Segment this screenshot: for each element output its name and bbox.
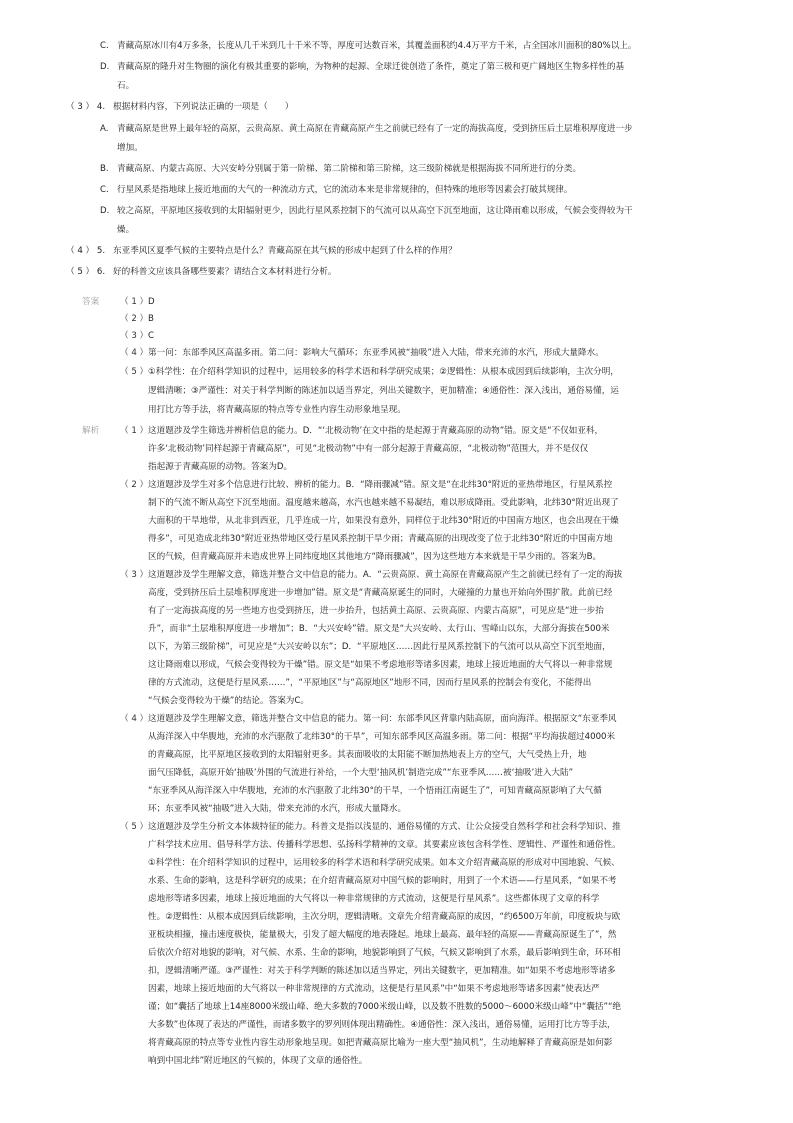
analysis-2-line: 制下的气流不断从高空下沉至地面。温度越来越高，水汽也越来越不易凝结，难以形成降雨。受此影响，北纬30°附近出现了 — [148, 498, 619, 508]
analysis-1-line: 许多‘北极动物’同样起源于青藏高原”，可见“北极动物”中有一部分起源于青藏高原，“北极动物”范围大，并不是仅仅 — [148, 444, 589, 454]
analysis-4-number: （ 4 ） — [120, 714, 149, 724]
q4-option-d-text-1: 较之高原，平原地区接收到的太阳辐射更少，因此行星风系控制下的气流可以从高空下沉至地面，这让降雨难以形成，气候会变得较为干 — [117, 206, 633, 216]
analysis-5-line: 性。②逻辑性：从根本成因到后续影响，主次分明，逻辑清晰。文章先介绍青藏高原的成因，“约6500万年前，印度板块与欧 — [148, 912, 621, 922]
q4-option-b-label: B. — [100, 164, 109, 174]
answer-1-number: （ 1 ） — [120, 297, 149, 307]
option-d-text-2: 石。 — [117, 81, 135, 91]
analysis-3-number: （ 3 ） — [120, 570, 149, 580]
question-5-stem: 东亚季风区夏季气候的主要特点是什么？青藏高原在其气候的形成中起到了什么样的作用？ — [113, 246, 457, 256]
analysis-5-line: 广科学技术应用、倡导科学方法、传播科学思想、弘扬科学精神的文章。其要素应该包含科学性、逻辑性、严谨性和通俗性。 — [148, 840, 621, 850]
analysis-5-line: 响到中国北纬”附近地区的气候的，体现了文章的通俗性。 — [148, 1056, 368, 1066]
analysis-3-line: 以下，为第三级阶梯”，可见应是“大兴安岭以东”；D．“平原地区……因此行星风系控制下的气流可以从高空下沉至地面， — [148, 642, 611, 652]
answer-5-number: （ 5 ） — [120, 367, 149, 377]
analysis-5-line: 虑地形等诸多因素，地球上接近地面的大气将以一种非常规律的方式流动，这便是行星风系”。这些都体现了文章的科学 — [148, 894, 600, 904]
analysis-4-line: “东亚季风从海洋深入中华腹地，充沛的水汽驱散了北纬30°的干旱，一个悟雨江南诞生了”，可知青藏高原影响了大气循 — [148, 786, 602, 796]
answer-3-text: C — [148, 331, 155, 341]
q4-option-a-text-1: 青藏高原是世界上最年轻的高原，云贵高原、黄土高原在青藏高原产生之前就已经有了一定的海拔高度，受到挤压后土层堆积厚度进一步 — [117, 124, 633, 134]
answer-2-number: （ 2 ） — [120, 314, 149, 324]
analysis-3-line: 这道题涉及学生理解文意，筛选并整合文中信息的能力。A．“云贵高原、黄土高原在青藏高原产生之前就已经有了一定的海拔 — [148, 570, 623, 580]
answer-5-text-1: ①科学性：在介绍科学知识的过程中，运用较多的科学术语和科学研究成果；②逻辑性：从根本成因到后续影响，主次分明， — [148, 367, 619, 377]
question-4-number: （ 3 ） 4. — [66, 102, 106, 112]
q4-option-a-label: A. — [100, 124, 109, 134]
analysis-5-line: 扣，逻辑清晰严谨。③严谨性：对关于科学判断的陈述加以适当界定，列出关键数字，更加精准。如“如果不考虑地形等诸多 — [148, 966, 616, 976]
question-5-number: （ 4 ） 5. — [66, 246, 106, 256]
option-c-text: 青藏高原冰川有4万多条，长度从几千米到几十千米不等，厚度可达数百米，其覆盖面积约4.4万平方千米，占全国冰川面积的80%以上。 — [117, 41, 637, 51]
analysis-label: 解析 — [82, 426, 100, 436]
analysis-3-line: 这让降雨难以形成，气候会变得较为干燥”错。原文是“如果不考虑地形等诸多因素，地球上接近地面的大气将以一种非常规 — [148, 660, 613, 670]
answer-4-number: （ 4 ） — [120, 348, 149, 358]
analysis-4-line: 这道题涉及学生理解文意，筛选并整合文中信息的能力。第一问：东部季风区背靠内陆高原，面向海洋。根据原文“东亚季风 — [148, 714, 617, 724]
analysis-5-line: 后依次介绍对地貌的影响，对气候、水系、生命的影响，地貌影响到了气候，气候又影响到了水系，最后影响到生命，环环相 — [148, 948, 621, 958]
answer-4-text: 第一问：东部季风区高温多雨。第二问：影响大气循环；东亚季风被“抽吸”进入大陆，带来充沛的水汽，形成大量降水。 — [148, 348, 604, 358]
answer-label: 答案 — [82, 297, 100, 307]
answer-1-text: D — [148, 297, 155, 307]
analysis-2-number: （ 2 ） — [120, 480, 149, 490]
analysis-3-line: 升”，而非“土层堆积厚度进一步增加”；B．“大兴安岭”错。原文是“大兴安岭、太行山、雪峰山以东，大部分海拔在500米 — [148, 624, 610, 634]
analysis-2-line: 区的气候，但青藏高原并未造成世界上同纬度地区其他地方“降雨骤减”，因为这些地方本来就是干旱少雨的。答案为B。 — [148, 552, 602, 562]
analysis-4-line: 面气压降低，高原开始‘抽吸’外围的气流进行补给，一个大型‘抽风机’制造完成”“东亚季风……被‘抽吸’进入大陆” — [148, 768, 574, 778]
analysis-5-number: （ 5 ） — [120, 822, 149, 832]
question-6-stem: 好的科普文应该具备哪些要素？请结合文本材料进行分析。 — [113, 267, 337, 277]
analysis-5-line: 水系、生命的影响，这是科学研究的成果；在介绍青藏高原对中国气候的影响时，用到了一个术语——行星风系，“如果不考 — [148, 876, 617, 886]
analysis-3-line: 律的方式流动，这便是行星风系……”，“平原地区”与“高原地区”地形不同，因而行星风系的控制会有变化，不能得出 — [148, 678, 592, 688]
analysis-4-line: 从海洋深入中华腹地，充沛的水汽驱散了北纬30°的干旱”，可知东部季风区高温多雨。第二问：根据“平均海拔超过4000米 — [148, 732, 616, 742]
analysis-4-line: 环；东亚季风被“抽吸”进入大陆，带来充沛的水汽，形成大量降水。 — [148, 804, 407, 814]
option-c-label: C. — [100, 41, 109, 51]
analysis-5-line: 谨；如“囊括了地球上14座8000米级山峰、绝大多数的7000米级山峰，以及数不胜数的5000～6000米级山峰”中“囊括”“绝 — [148, 1002, 622, 1012]
analysis-5-line: ①科学性：在介绍科学知识的过程中，运用较多的科学术语和科学研究成果。如本文介绍青藏高原的形成对中国地貌、气候、 — [148, 858, 620, 868]
q4-option-d-label: D. — [100, 206, 110, 216]
answer-2-text: B — [148, 314, 154, 324]
analysis-5-line: 因素，地球上接近地面的大气将以一种非常规律的方式流动，这便是行星风系”中“如果不考虑地形等诸多因素”使表达严 — [148, 984, 600, 994]
analysis-1-line: 指起源于青藏高原的动物。答案为D。 — [148, 462, 293, 472]
analysis-5-line: 这道题涉及学生分析文本体裁特征的能力。科普文是指以浅显的、通俗易懂的方式、让公众接受自然科学和社会科学知识、推 — [148, 822, 621, 832]
analysis-3-line: “气候会变得较为干燥”的结论。答案为C。 — [148, 696, 309, 706]
answer-5-text-2: 逻辑清晰；③严谨性：对关于科学判断的陈述加以适当界定，列出关键数字，更加精准；④通俗性：深入浅出，通俗易懂，运 — [148, 386, 619, 396]
analysis-2-line: 得多”，可见造成北纬30°附近亚热带地区受行星风系控制干旱少雨；青藏高原的出现改变了位于北纬30°附近的中国南方地 — [148, 534, 613, 544]
q4-option-c-label: C. — [100, 185, 109, 195]
analysis-2-line: 大面积的干旱地带，从北非到西亚，几乎连成一片，如果没有意外，同样位于北纬30°附近的中国南方地区，也会出现在干燥 — [148, 516, 619, 526]
option-d-text-1: 青藏高原的隆升对生物圈的演化有极其重要的影响，为物种的起源、全球迁徙创造了条件，奠定了第三极和更广阔地区生物多样性的基 — [117, 62, 625, 72]
option-d-label: D. — [100, 62, 110, 72]
question-6-number: （ 5 ） 6. — [66, 267, 106, 277]
analysis-5-line: 将青藏高原的特点等专业性内容生动形象地呈现。如把青藏高原比喻为一座大型“抽风机”，生动地解释了青藏高原是如何影 — [148, 1038, 613, 1048]
analysis-4-line: 的青藏高原，比平原地区接收到的太阳辐射更多。其表面吸收的太阳能不断加热地表上方的空气，大气受热上升，地 — [148, 750, 587, 760]
analysis-3-line: 有了一定海拔高度的另一些地方也受到挤压，进一步抬升，包括黄土高原、云贵高原、内蒙古高原”，可见应是“进一步抬 — [148, 606, 604, 616]
analysis-1-line: 这道题涉及学生筛选并辨析信息的能力。D．“‘北极动物’在文中指的是起源于青藏高原的动物”错。原文是“不仅如亚科， — [148, 426, 604, 436]
q4-option-d-text-2: 燥。 — [117, 225, 135, 235]
analysis-1-number: （ 1 ） — [120, 426, 149, 436]
analysis-5-line: 亚板块相撞，撞击速度极快，能量极大，引发了超大幅度的地表隆起。地球上最高、最年轻的高原——青藏高原诞生了”，然 — [148, 930, 617, 940]
q4-option-a-text-2: 增加。 — [117, 143, 143, 153]
analysis-5-line: 大多数”也体现了表达的严谨性，而诸多数字的罗列则体现出精确性。④通俗性：深入浅出，通俗易懂，运用打比方等手法， — [148, 1020, 616, 1030]
q4-option-c-text: 行星风系是指地球上接近地面的大气的一种流动方式，它的流动本来是非常规律的，但特殊的地形等因素会打破其规律。 — [117, 185, 573, 195]
answer-3-number: （ 3 ） — [120, 331, 149, 341]
answer-5-text-3: 用打比方等手法，将青藏高原的特点等专业性内容生动形象地呈现。 — [148, 405, 406, 415]
question-4-stem: 根据材料内容，下列说法正确的一项是（ ） — [113, 102, 294, 112]
analysis-3-line: 高度，受到挤压后土层堆积厚度进一步增加”错。原文是“青藏高原诞生的同时，大碰撞的力量也开始向外围扩散。此前已经 — [148, 588, 613, 598]
q4-option-b-text: 青藏高原、内蒙古高原、大兴安岭分别属于第一阶梯、第二阶梯和第三阶梯，这三级阶梯就是根据海拔不同所进行的分类。 — [117, 164, 582, 174]
analysis-2-line: 这道题涉及学生对多个信息进行比较、辨析的能力。B．“降雨骤减”错。原文是“在北纬30°附近的亚热带地区，行星风系控 — [148, 480, 613, 490]
